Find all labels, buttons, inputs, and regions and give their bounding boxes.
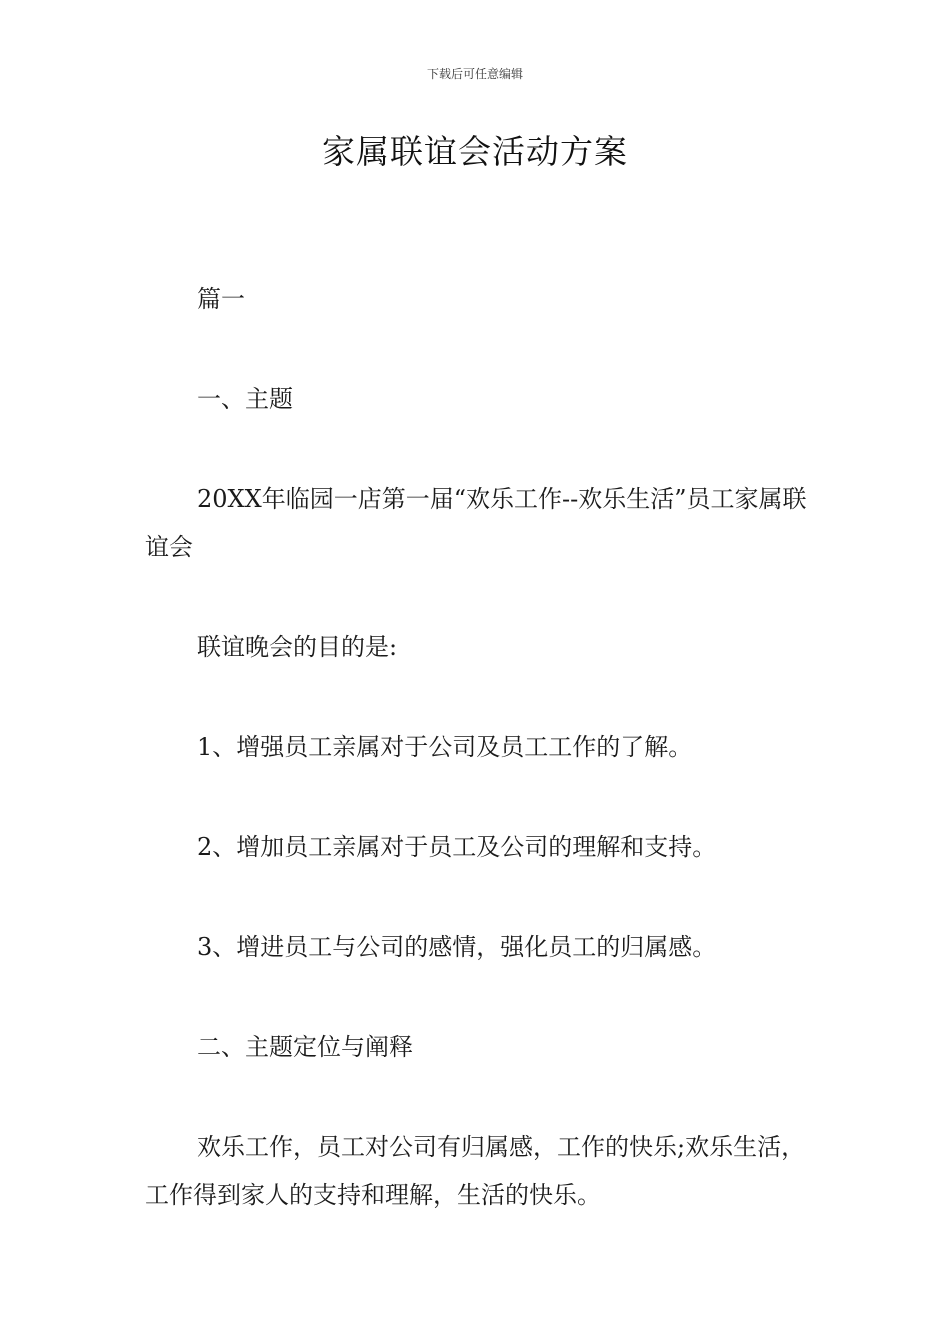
document-title: 家属联谊会活动方案 — [322, 132, 628, 171]
paragraph-purpose: 联谊晚会的目的是: — [197, 633, 398, 661]
list-item-purpose-3: 3、增进员工与公司的感情，强化员工的归属感。 — [197, 933, 717, 961]
paragraph-part-one: 篇一 — [197, 285, 245, 313]
header-note: 下载后可任意编辑 — [426, 67, 523, 81]
list-item-purpose-2: 2、增加员工亲属对于员工及公司的理解和支持。 — [197, 833, 717, 861]
heading-theme-positioning: 二、主题定位与阐释 — [197, 1033, 413, 1061]
paragraph-theme-explanation: 欢乐工作，员工对公司有归属感，工作的快乐;欢乐生活，工作得到家人的支持和理解，生活的快乐。 — [145, 1133, 806, 1209]
paragraph-event-name: 20XX年临园一店第一届“欢乐工作--欢乐生活”员工家属联谊会 — [145, 485, 807, 561]
heading-theme: 一、主题 — [197, 385, 293, 413]
list-item-purpose-1: 1、增强员工亲属对于公司及员工工作的了解。 — [197, 733, 693, 761]
document-body — [145, 275, 810, 1271]
